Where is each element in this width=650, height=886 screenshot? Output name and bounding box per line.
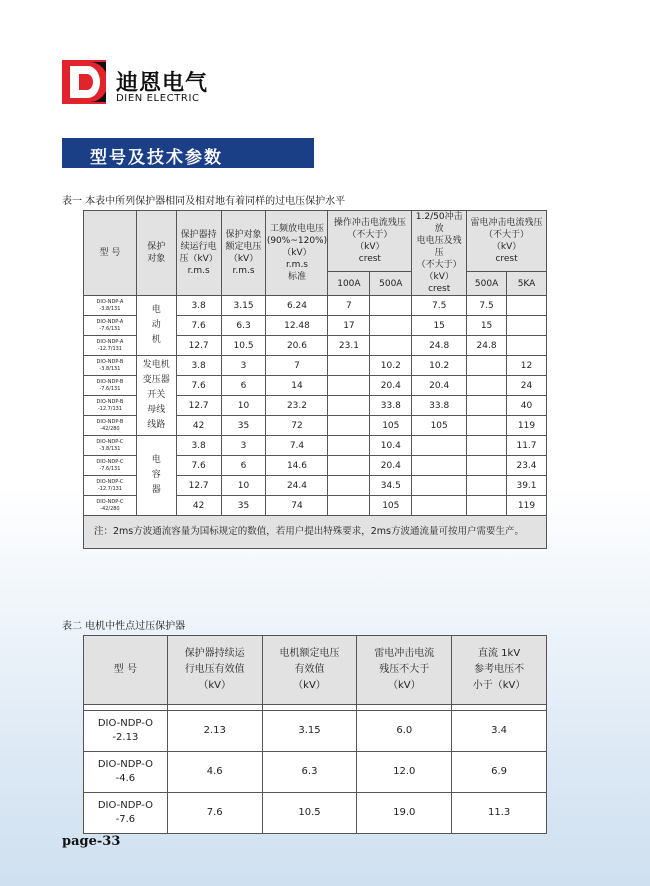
column-header: 型 号 <box>84 636 168 705</box>
header-lightning: 雷电冲击电流残压 （不大于） （kV） crest <box>467 211 547 272</box>
value-cell: 3.4 <box>452 711 547 752</box>
value-cell: 10.2 <box>412 356 467 376</box>
value-cell: 6.24 <box>266 296 328 316</box>
section-title: 型号及技术参数 <box>90 148 223 168</box>
header-op-500a: 500A <box>370 272 412 296</box>
table1-caption: 表一 本表中所列保护器相同及相对地有着同样的过电压保护水平 <box>62 196 346 207</box>
value-cell <box>370 336 412 356</box>
value-cell: 3.8 <box>176 436 221 456</box>
value-cell <box>412 476 467 496</box>
object-cell: 发电机 变压器 开关 母线 线路 <box>136 356 176 436</box>
value-cell: 2.13 <box>167 711 262 752</box>
value-cell: 15 <box>412 316 467 336</box>
header-pf-discharge: 工频放电电压 (90%~120%) （kV） r.m.s 标准 <box>266 211 328 296</box>
value-cell: 119 <box>507 496 547 516</box>
value-cell: 7.6 <box>176 316 221 336</box>
value-cell: 3.8 <box>176 356 221 376</box>
value-cell <box>328 416 370 436</box>
table-row <box>84 436 547 456</box>
value-cell: 3 <box>221 356 266 376</box>
value-cell: 7 <box>266 356 328 376</box>
table-note: 注：2ms方波通流容量为国标规定的数值，若用户提出特殊要求，2ms方波通流量可按用户需要生产。 <box>84 516 547 549</box>
header-op-100a: 100A <box>328 272 370 296</box>
table-row <box>84 752 547 793</box>
value-cell: 10.5 <box>262 793 357 834</box>
value-cell: 20.6 <box>266 336 328 356</box>
value-cell: 14 <box>266 376 328 396</box>
value-cell <box>328 456 370 476</box>
table2-caption: 表二 电机中性点过压保护器 <box>62 621 186 632</box>
value-cell: 33.8 <box>370 396 412 416</box>
value-cell: 23.2 <box>266 396 328 416</box>
value-cell: 4.6 <box>167 752 262 793</box>
value-cell: 33.8 <box>412 396 467 416</box>
value-cell: DIO-NDP-O -2.13 <box>84 711 168 752</box>
value-cell: 39.1 <box>507 476 547 496</box>
table-row <box>84 356 547 376</box>
table-row <box>84 296 547 316</box>
value-cell: 34.5 <box>370 476 412 496</box>
value-cell: 10 <box>221 396 266 416</box>
value-cell: 105 <box>370 416 412 436</box>
value-cell <box>370 296 412 316</box>
table-row <box>84 793 547 834</box>
note-row <box>84 516 547 549</box>
value-cell: 6 <box>221 456 266 476</box>
header-l-500a: 500A <box>467 272 507 296</box>
value-cell: 7.4 <box>266 436 328 456</box>
object-cell: 电 容 器 <box>136 436 176 516</box>
value-cell: 3.15 <box>221 296 266 316</box>
model-cell: DIO-NDP-A -12.7/131 <box>84 336 137 356</box>
value-cell <box>412 436 467 456</box>
column-header: 保护器持续运 行电压有效值 （kV） <box>167 636 262 705</box>
model-cell: DIO-NDP-C -7.6/131 <box>84 456 137 476</box>
model-cell: DIO-NDP-A -7.6/131 <box>84 316 137 336</box>
header-cont-voltage: 保护器持 续运行电 压（kV） r.m.s <box>176 211 221 296</box>
value-cell <box>467 356 507 376</box>
value-cell: 40 <box>507 396 547 416</box>
value-cell <box>328 436 370 456</box>
value-cell: 6.3 <box>262 752 357 793</box>
value-cell: 3 <box>221 436 266 456</box>
value-cell <box>467 496 507 516</box>
value-cell <box>412 456 467 476</box>
header-rated-voltage: 保护对象 额定电压 （kV） r.m.s <box>221 211 266 296</box>
value-cell <box>467 476 507 496</box>
value-cell: 12.7 <box>176 336 221 356</box>
value-cell: 24.8 <box>412 336 467 356</box>
value-cell: 17 <box>328 316 370 336</box>
value-cell: 3.15 <box>262 711 357 752</box>
column-header: 电机额定电压 有效值 （kV） <box>262 636 357 705</box>
value-cell <box>507 316 547 336</box>
value-cell: 10.2 <box>370 356 412 376</box>
model-cell: DIO-NDP-B -3.8/131 <box>84 356 137 376</box>
value-cell: 6.3 <box>221 316 266 336</box>
object-cell: 电 动 机 <box>136 296 176 356</box>
value-cell: DIO-NDP-O -4.6 <box>84 752 168 793</box>
model-cell: DIO-NDP-B -12.7/131 <box>84 396 137 416</box>
value-cell: 42 <box>176 416 221 436</box>
value-cell: 74 <box>266 496 328 516</box>
value-cell <box>467 436 507 456</box>
model-cell: DIO-NDP-B -42/280 <box>84 416 137 436</box>
value-cell <box>412 496 467 516</box>
value-cell <box>467 396 507 416</box>
value-cell: 12.7 <box>176 476 221 496</box>
value-cell: 10 <box>221 476 266 496</box>
value-cell <box>467 376 507 396</box>
neutral-point-protector-table <box>83 635 547 834</box>
value-cell: 7.5 <box>412 296 467 316</box>
value-cell: 7.5 <box>467 296 507 316</box>
value-cell: 24.8 <box>467 336 507 356</box>
value-cell: 7.6 <box>176 456 221 476</box>
value-cell: DIO-NDP-O -7.6 <box>84 793 168 834</box>
value-cell: 6.0 <box>357 711 452 752</box>
value-cell: 42 <box>176 496 221 516</box>
value-cell: 23.4 <box>507 456 547 476</box>
value-cell <box>328 476 370 496</box>
brand-name-cn: 迪恩电气 <box>116 71 209 96</box>
value-cell: 6 <box>221 376 266 396</box>
value-cell: 35 <box>221 496 266 516</box>
value-cell: 20.4 <box>412 376 467 396</box>
column-header: 雷电冲击电流 残压不大于 （kV） <box>357 636 452 705</box>
brand-name-en: DIEN ELECTRIC <box>116 93 200 104</box>
value-cell <box>467 416 507 436</box>
value-cell: 24.4 <box>266 476 328 496</box>
value-cell <box>328 496 370 516</box>
value-cell: 12.48 <box>266 316 328 336</box>
value-cell: 72 <box>266 416 328 436</box>
header-op-impulse: 操作冲击电流残压 （不大于） （kV） crest <box>328 211 412 272</box>
page-number: page-33 <box>62 834 121 849</box>
value-cell <box>467 456 507 476</box>
value-cell <box>507 296 547 316</box>
header-object: 保护 对象 <box>136 211 176 296</box>
value-cell: 15 <box>467 316 507 336</box>
value-cell: 7.6 <box>176 376 221 396</box>
value-cell: 12.0 <box>357 752 452 793</box>
value-cell: 119 <box>507 416 547 436</box>
table-row <box>84 711 547 752</box>
model-cell: DIO-NDP-A -3.8/131 <box>84 296 137 316</box>
value-cell: 10.5 <box>221 336 266 356</box>
value-cell <box>370 316 412 336</box>
value-cell: 11.3 <box>452 793 547 834</box>
value-cell: 7.6 <box>167 793 262 834</box>
value-cell: 105 <box>412 416 467 436</box>
value-cell <box>328 376 370 396</box>
header-l-5ka: 5KA <box>507 272 547 296</box>
model-cell: DIO-NDP-C -42/280 <box>84 496 137 516</box>
value-cell: 12 <box>507 356 547 376</box>
dien-logo <box>62 60 106 104</box>
value-cell: 35 <box>221 416 266 436</box>
value-cell <box>328 356 370 376</box>
column-header: 直流 1kV 参考电压不 小于（kV） <box>452 636 547 705</box>
value-cell: 19.0 <box>357 793 452 834</box>
header-impulse-1250: 1.2/50冲击放 电电压及残压 （不大于） （kV） crest <box>412 211 467 296</box>
model-cell: DIO-NDP-B -7.6/131 <box>84 376 137 396</box>
value-cell: 10.4 <box>370 436 412 456</box>
value-cell: 24 <box>507 376 547 396</box>
model-cell: DIO-NDP-C -3.8/131 <box>84 436 137 456</box>
value-cell: 20.4 <box>370 456 412 476</box>
value-cell: 20.4 <box>370 376 412 396</box>
value-cell: 6.9 <box>452 752 547 793</box>
value-cell: 11.7 <box>507 436 547 456</box>
arrester-parameter-table <box>83 210 547 549</box>
section-banner <box>62 138 314 168</box>
value-cell: 7 <box>328 296 370 316</box>
value-cell: 23.1 <box>328 336 370 356</box>
value-cell <box>328 396 370 416</box>
value-cell: 105 <box>370 496 412 516</box>
header-model: 型 号 <box>84 211 137 296</box>
model-cell: DIO-NDP-C -12.7/131 <box>84 476 137 496</box>
value-cell: 14.6 <box>266 456 328 476</box>
value-cell <box>507 336 547 356</box>
value-cell: 12.7 <box>176 396 221 416</box>
value-cell: 3.8 <box>176 296 221 316</box>
